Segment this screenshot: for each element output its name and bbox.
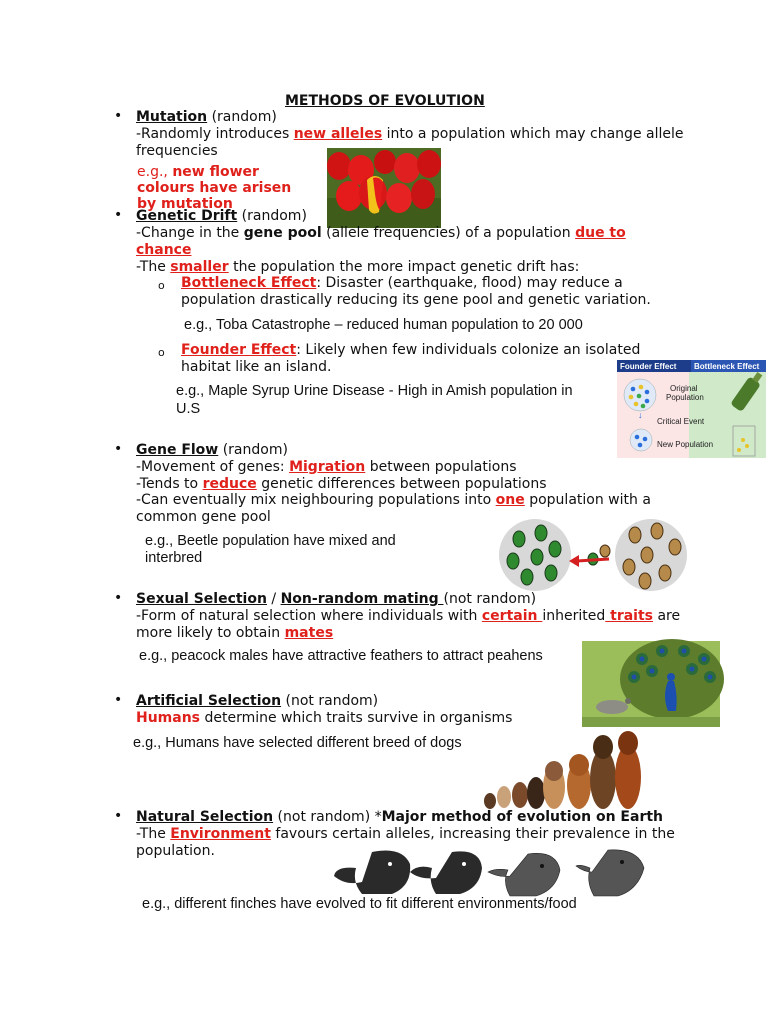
text: determine which traits survive in organisms (200, 710, 513, 726)
key-term-gene-pool: gene pool (243, 225, 322, 241)
geneflow-line-1 (136, 459, 516, 476)
text: -Form of natural selection where individuals with (136, 608, 482, 624)
text: between populations (365, 459, 517, 475)
major-method-note: Major method of evolution on Earth (381, 809, 664, 825)
natural-example: e.g., different finches have evolved to fit different environments/food (142, 896, 577, 912)
artificial-tag: (not random) (281, 693, 379, 709)
natural-heading-line (136, 809, 663, 826)
peacock-image (582, 641, 720, 727)
mutation-example (137, 164, 317, 212)
sexual-heading-line (136, 591, 536, 608)
drift-heading-line (136, 208, 307, 225)
drift-line-3 (136, 259, 579, 276)
key-term-due-to: due to (575, 225, 626, 241)
key-term-mates: mates (284, 625, 334, 641)
bullet: • (114, 207, 123, 223)
peacock-illustration (582, 641, 720, 727)
founder-line-2: habitat like an island. (181, 359, 332, 375)
geneflow-line-4: common gene pool (136, 509, 271, 525)
artificial-heading-line (136, 693, 378, 710)
bottleneck-example: e.g., Toba Catastrophe – reduced human population to 20 000 (184, 317, 583, 333)
key-term-environment: Environment (170, 826, 271, 842)
text: by mutation (137, 196, 233, 212)
mutation-heading: Mutation (136, 109, 208, 125)
sexual-line-1 (136, 608, 680, 625)
bullet: • (114, 692, 123, 708)
natural-heading: Natural Selection (136, 809, 274, 825)
key-term-humans: Humans (136, 710, 201, 726)
sub-bullet: o (158, 279, 165, 292)
artificial-line-1 (136, 710, 512, 727)
bullet: • (114, 441, 123, 457)
beetles-illustration (497, 515, 689, 595)
finches-illustration (332, 842, 658, 898)
geneflow-tag: (random) (218, 442, 288, 458)
diagram-new-pop: New Population (657, 440, 714, 449)
page-title: METHODS OF EVOLUTION (285, 93, 485, 109)
sexual-tag: (not random) (443, 591, 537, 607)
down-arrow: ↓ (638, 410, 643, 420)
text: -Change in the (136, 225, 244, 241)
artificial-heading: Artificial Selection (136, 693, 282, 709)
key-term-migration: Migration (289, 459, 366, 475)
key-term-certain: certain (481, 608, 543, 624)
founder-bottleneck-illustration (617, 360, 766, 458)
bottleneck-line-2: population drastically reducing its gene pool and genetic variation. (181, 292, 651, 308)
text: : Disaster (earthquake, flood) may reduce a (316, 275, 623, 291)
founder-line-1 (181, 342, 640, 359)
text: -The (136, 826, 171, 842)
dogs-image (482, 727, 642, 811)
text: favours certain alleles, increasing their prevalence in the (270, 826, 675, 842)
text: into a population which may change allele (382, 126, 684, 142)
text: (allele frequencies) of a population (321, 225, 576, 241)
text: / (266, 591, 281, 607)
sexual-example: e.g., peacock males have attractive feathers to attract peahens (139, 648, 543, 664)
founder-example-1: e.g., Maple Syrup Urine Disease - High in Amish population in (176, 383, 573, 399)
key-term-bottleneck: Bottleneck Effect (181, 275, 317, 291)
key-term-chance: chance (136, 242, 192, 258)
natural-tag: (not random) * (273, 809, 382, 825)
key-term-new-alleles: new alleles (293, 126, 383, 142)
text: inherited (542, 608, 606, 624)
dogs-illustration (482, 727, 642, 811)
text: colours have arisen (137, 180, 292, 196)
text: population with a (524, 492, 651, 508)
geneflow-line-3 (136, 492, 651, 509)
key-term-one: one (495, 492, 525, 508)
bottleneck-title: Bottleneck Effect (694, 362, 760, 371)
bottleneck-line-1 (181, 275, 623, 292)
bullet: • (114, 108, 123, 124)
sub-bullet: o (158, 346, 165, 359)
text: : Likely when few individuals colonize an isolated (296, 342, 641, 358)
text: -Tends to (136, 476, 203, 492)
sexual-line-2 (136, 625, 333, 642)
natural-line-2: population. (136, 843, 215, 859)
natural-line-1 (136, 826, 675, 843)
finches-image (332, 842, 658, 898)
beetles-image (497, 515, 689, 595)
text: new flower (172, 164, 259, 180)
mutation-line-2: frequencies (136, 143, 218, 159)
key-term-reduce: reduce (202, 476, 257, 492)
drift-tag: (random) (237, 208, 307, 224)
geneflow-example-2: interbred (145, 550, 203, 566)
diagram-population: Population (666, 393, 704, 402)
founder-example-2: U.S (176, 401, 201, 417)
mutation-tag: (random) (207, 109, 277, 125)
tulips-image (327, 148, 441, 228)
drift-heading: Genetic Drift (136, 208, 238, 224)
text: -Randomly introduces (136, 126, 294, 142)
geneflow-heading: Gene Flow (136, 442, 219, 458)
text: are (653, 608, 681, 624)
geneflow-example-1: e.g., Beetle population have mixed and (145, 533, 396, 549)
diagram-original: Original (670, 384, 698, 393)
diagram-critical: Critical Event (657, 417, 705, 426)
text: -Can eventually mix neighbouring populations into (136, 492, 496, 508)
founder-title: Founder Effect (620, 362, 677, 371)
text: -Movement of genes: (136, 459, 290, 475)
key-term-traits: traits (605, 608, 653, 624)
text: the population the more impact genetic drift has: (228, 259, 580, 275)
key-term-founder: Founder Effect (181, 342, 297, 358)
geneflow-line-2 (136, 476, 547, 493)
tulips-illustration (327, 148, 441, 228)
sexual-heading: Sexual Selection (136, 591, 267, 607)
nonrandom-heading: Non-random mating (280, 591, 444, 607)
mutation-heading-line (136, 109, 277, 126)
text: e.g., (137, 164, 173, 180)
geneflow-heading-line (136, 442, 288, 459)
bullet: • (114, 808, 123, 824)
mutation-line-1 (136, 126, 683, 143)
bullet: • (114, 590, 123, 606)
key-term-smaller: smaller (170, 259, 229, 275)
text: more likely to obtain (136, 625, 285, 641)
artificial-example: e.g., Humans have selected different breed of dogs (133, 735, 462, 751)
text: genetic differences between populations (256, 476, 547, 492)
drift-line-1 (136, 225, 626, 242)
founder-bottleneck-diagram (617, 360, 766, 458)
text: -The (136, 259, 171, 275)
